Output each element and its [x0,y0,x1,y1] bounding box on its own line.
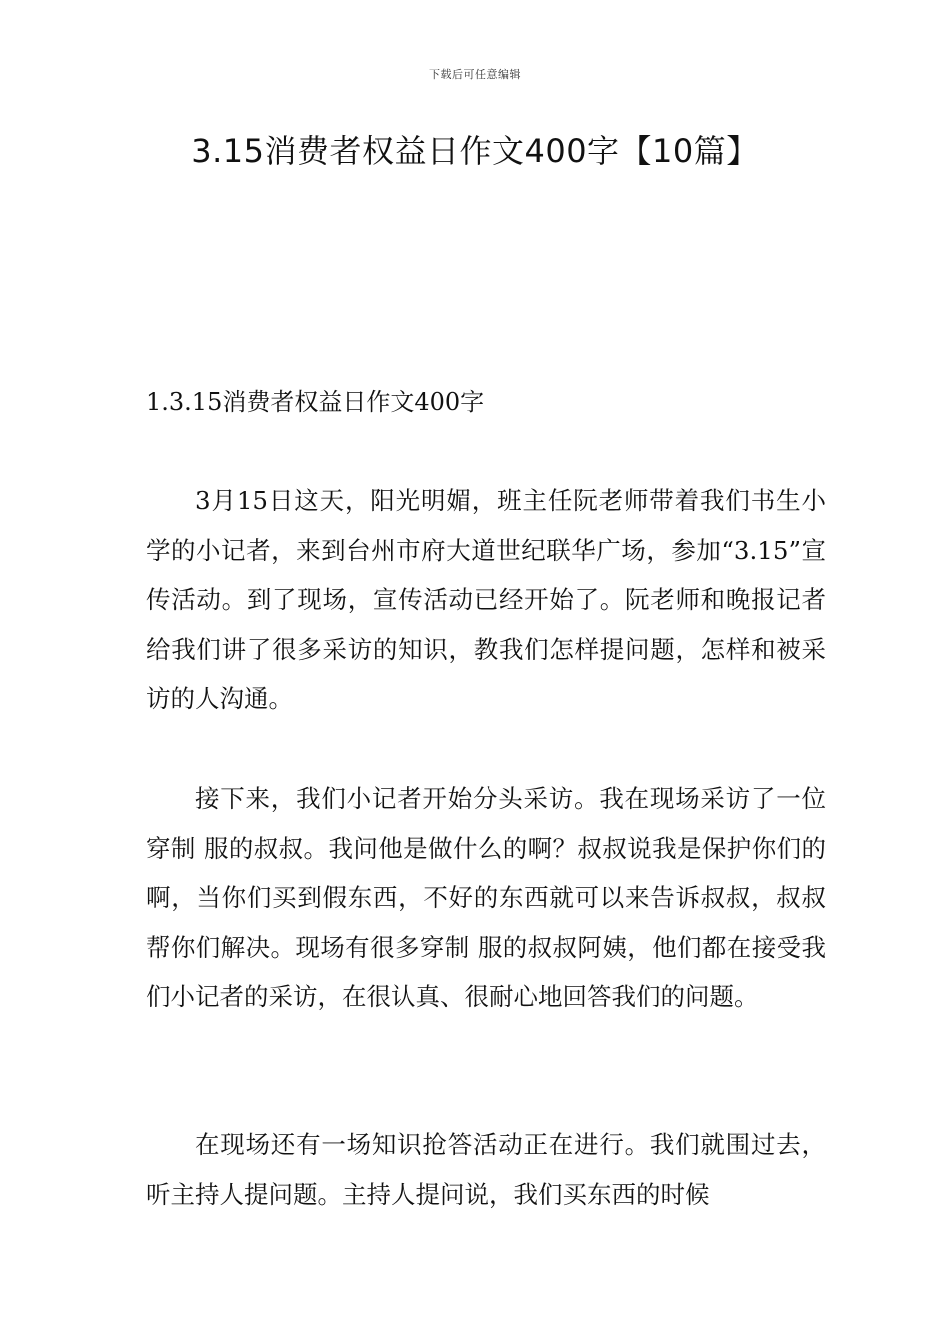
header-note: 下载后可任意编辑 [429,68,521,81]
paragraph-3: 在现场还有一场知识抢答活动正在进行。我们就围过去，听主持人提问题。主持人提问说，我们买东西的时候 [146,1130,826,1209]
paragraph-1: 3月15日这天，阳光明媚，班主任阮老师带着我们书生小学的小记者，来到台州市府大道世纪联华广场，参加“3.15”宣传活动。到了现场，宣传活动已经开始了。阮老师和晚报记者给我们讲了很多采访的知识，教我们怎样提问题，怎样和被采访的人沟通。 [146,486,826,713]
paragraph-2: 接下来，我们小记者开始分头采访。我在现场采访了一位穿制 服的叔叔。我问他是做什么的啊？叔叔说我是保护你们的啊，当你们买到假东西，不好的东西就可以来告诉叔叔，叔叔帮你们解决。现场有很多穿制 服的叔叔阿姨，他们都在接受我们小记者的采访，在很认真、很耐心地回答我们的问题。 [146,784,826,1011]
section-heading: 1.3.15消费者权益日作文400字 [146,388,485,416]
document-title: 3.15消费者权益日作文400字【10篇】 [191,132,759,170]
